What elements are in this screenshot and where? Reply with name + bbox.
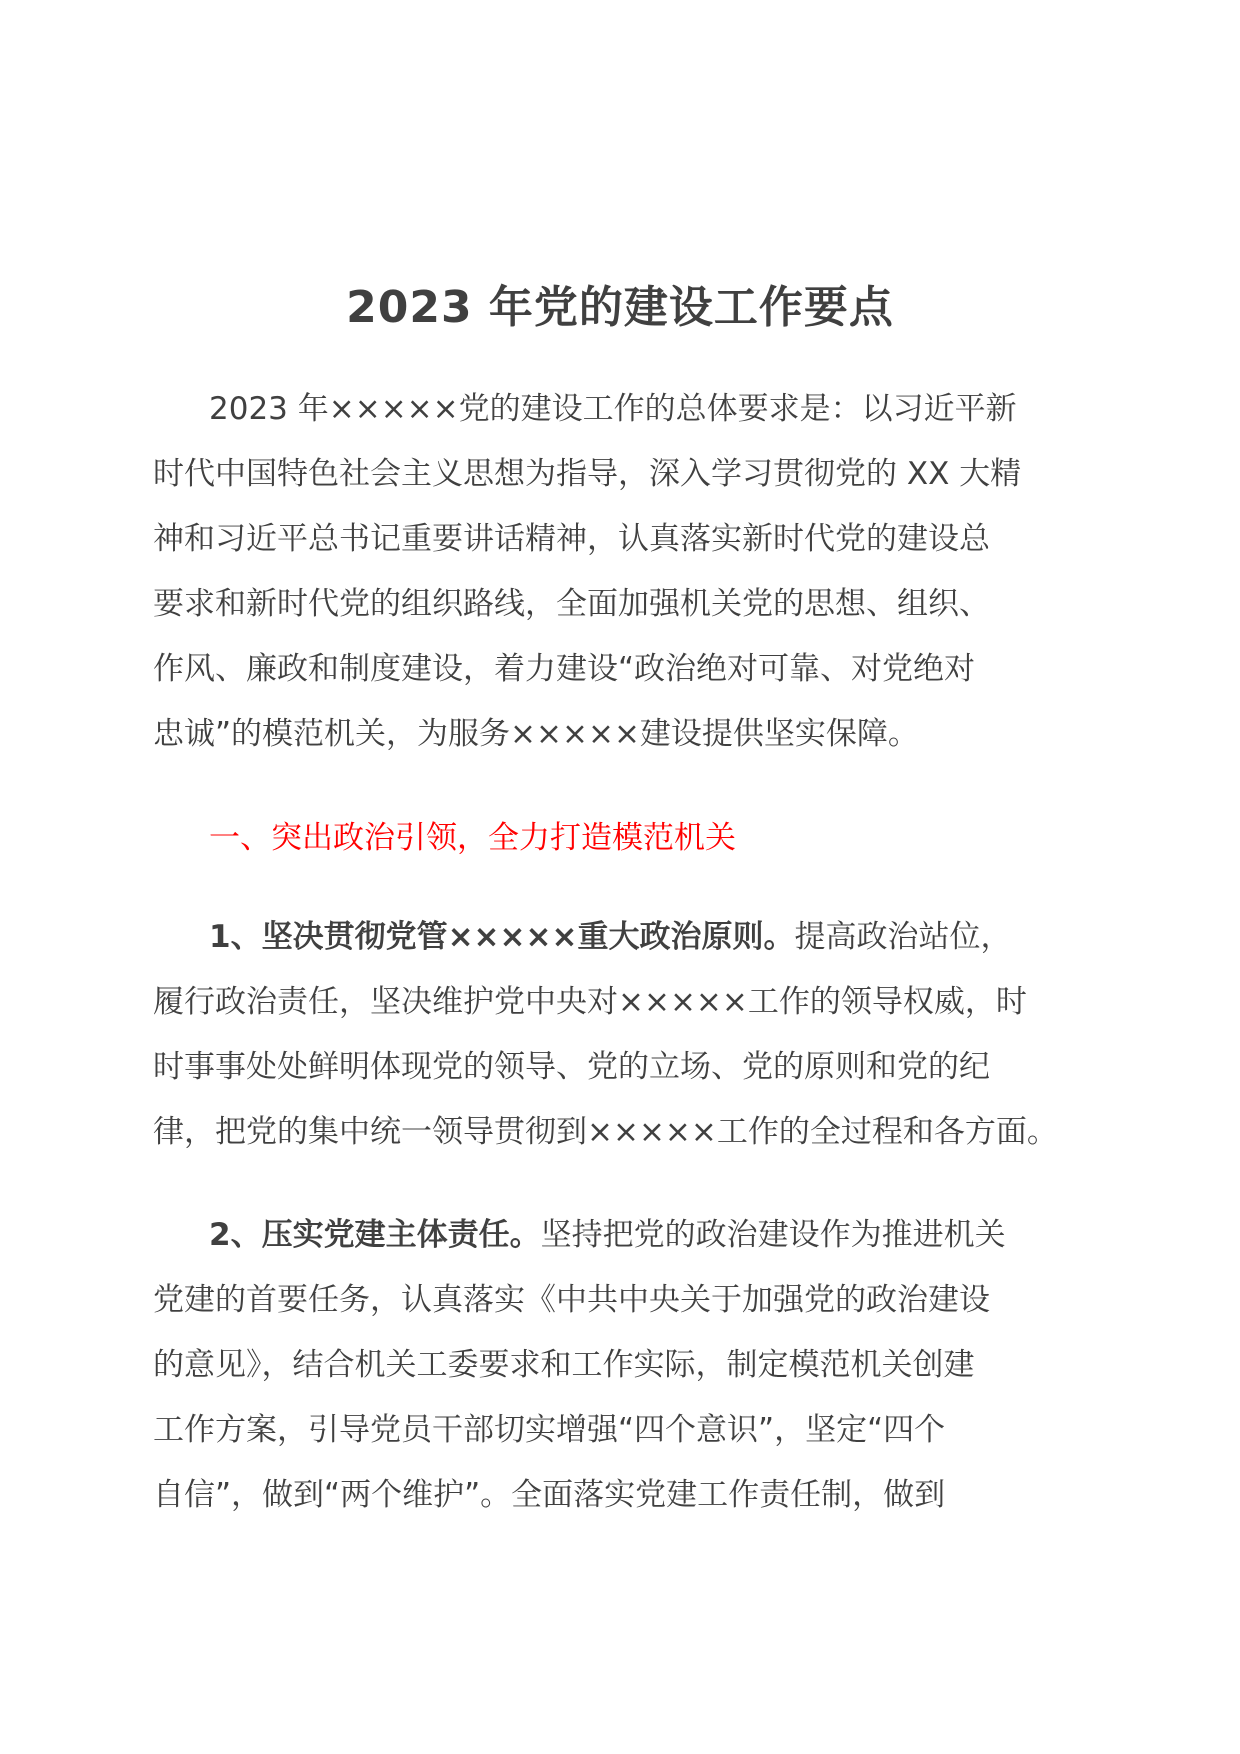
item-1-first-line: [153, 905, 1103, 970]
intro-line: 2023 年×××××党的建设工作的总体要求是：以习近平新: [209, 391, 1017, 427]
item-1-lead: 1、坚决贯彻党管×××××重大政治原则。: [209, 919, 795, 955]
intro-line: 忠诚”的模范机关，为服务×××××建设提供坚实保障。: [153, 716, 919, 752]
item-2-line: 自信”，做到“两个维护”。全面落实党建工作责任制，做到: [153, 1477, 946, 1513]
item-1-first-line-rest: 提高政治站位，: [794, 919, 1012, 955]
item-1-line: 律，把党的集中统一领导贯彻到×××××工作的全过程和各方面。: [153, 1114, 1058, 1150]
intro-line: 作风、廉政和制度建设，着力建设“政治绝对可靠、对党绝对: [153, 651, 976, 687]
intro-paragraph: [153, 377, 1103, 767]
section-heading: 一、突出政治引领，全力打造模范机关: [209, 820, 736, 856]
item-2-lead: 2、压实党建主体责任。: [209, 1217, 541, 1253]
intro-line: 要求和新时代党的组织路线，全面加强机关党的思想、组织、: [153, 586, 990, 622]
item-2-line: 的意见》，结合机关工委要求和工作实际，制定模范机关创建: [153, 1347, 975, 1383]
intro-line: 神和习近平总书记重要讲话精神，认真落实新时代党的建设总: [153, 521, 990, 557]
item-2-first-line: [153, 1203, 1103, 1268]
item-2-line: 党建的首要任务，认真落实《中共中央关于加强党的政治建设: [153, 1282, 990, 1318]
item-2-line: 工作方案，引导党员干部切实增强“四个意识”，坚定“四个: [153, 1412, 946, 1448]
item-1-paragraph: [153, 905, 1103, 1165]
item-2-paragraph: [153, 1203, 1103, 1528]
item-1-line: 时事事处处鲜明体现党的领导、党的立场、党的原则和党的纪: [153, 1049, 990, 1085]
item-1-line: 履行政治责任，坚决维护党中央对×××××工作的领导权威，时: [153, 984, 1027, 1020]
document-title: 2023 年党的建设工作要点: [346, 282, 894, 333]
item-2-first-line-rest: 坚持把党的政治建设作为推进机关: [540, 1217, 1006, 1253]
intro-line: 时代中国特色社会主义思想为指导，深入学习贯彻党的 XX 大精: [153, 456, 1022, 492]
